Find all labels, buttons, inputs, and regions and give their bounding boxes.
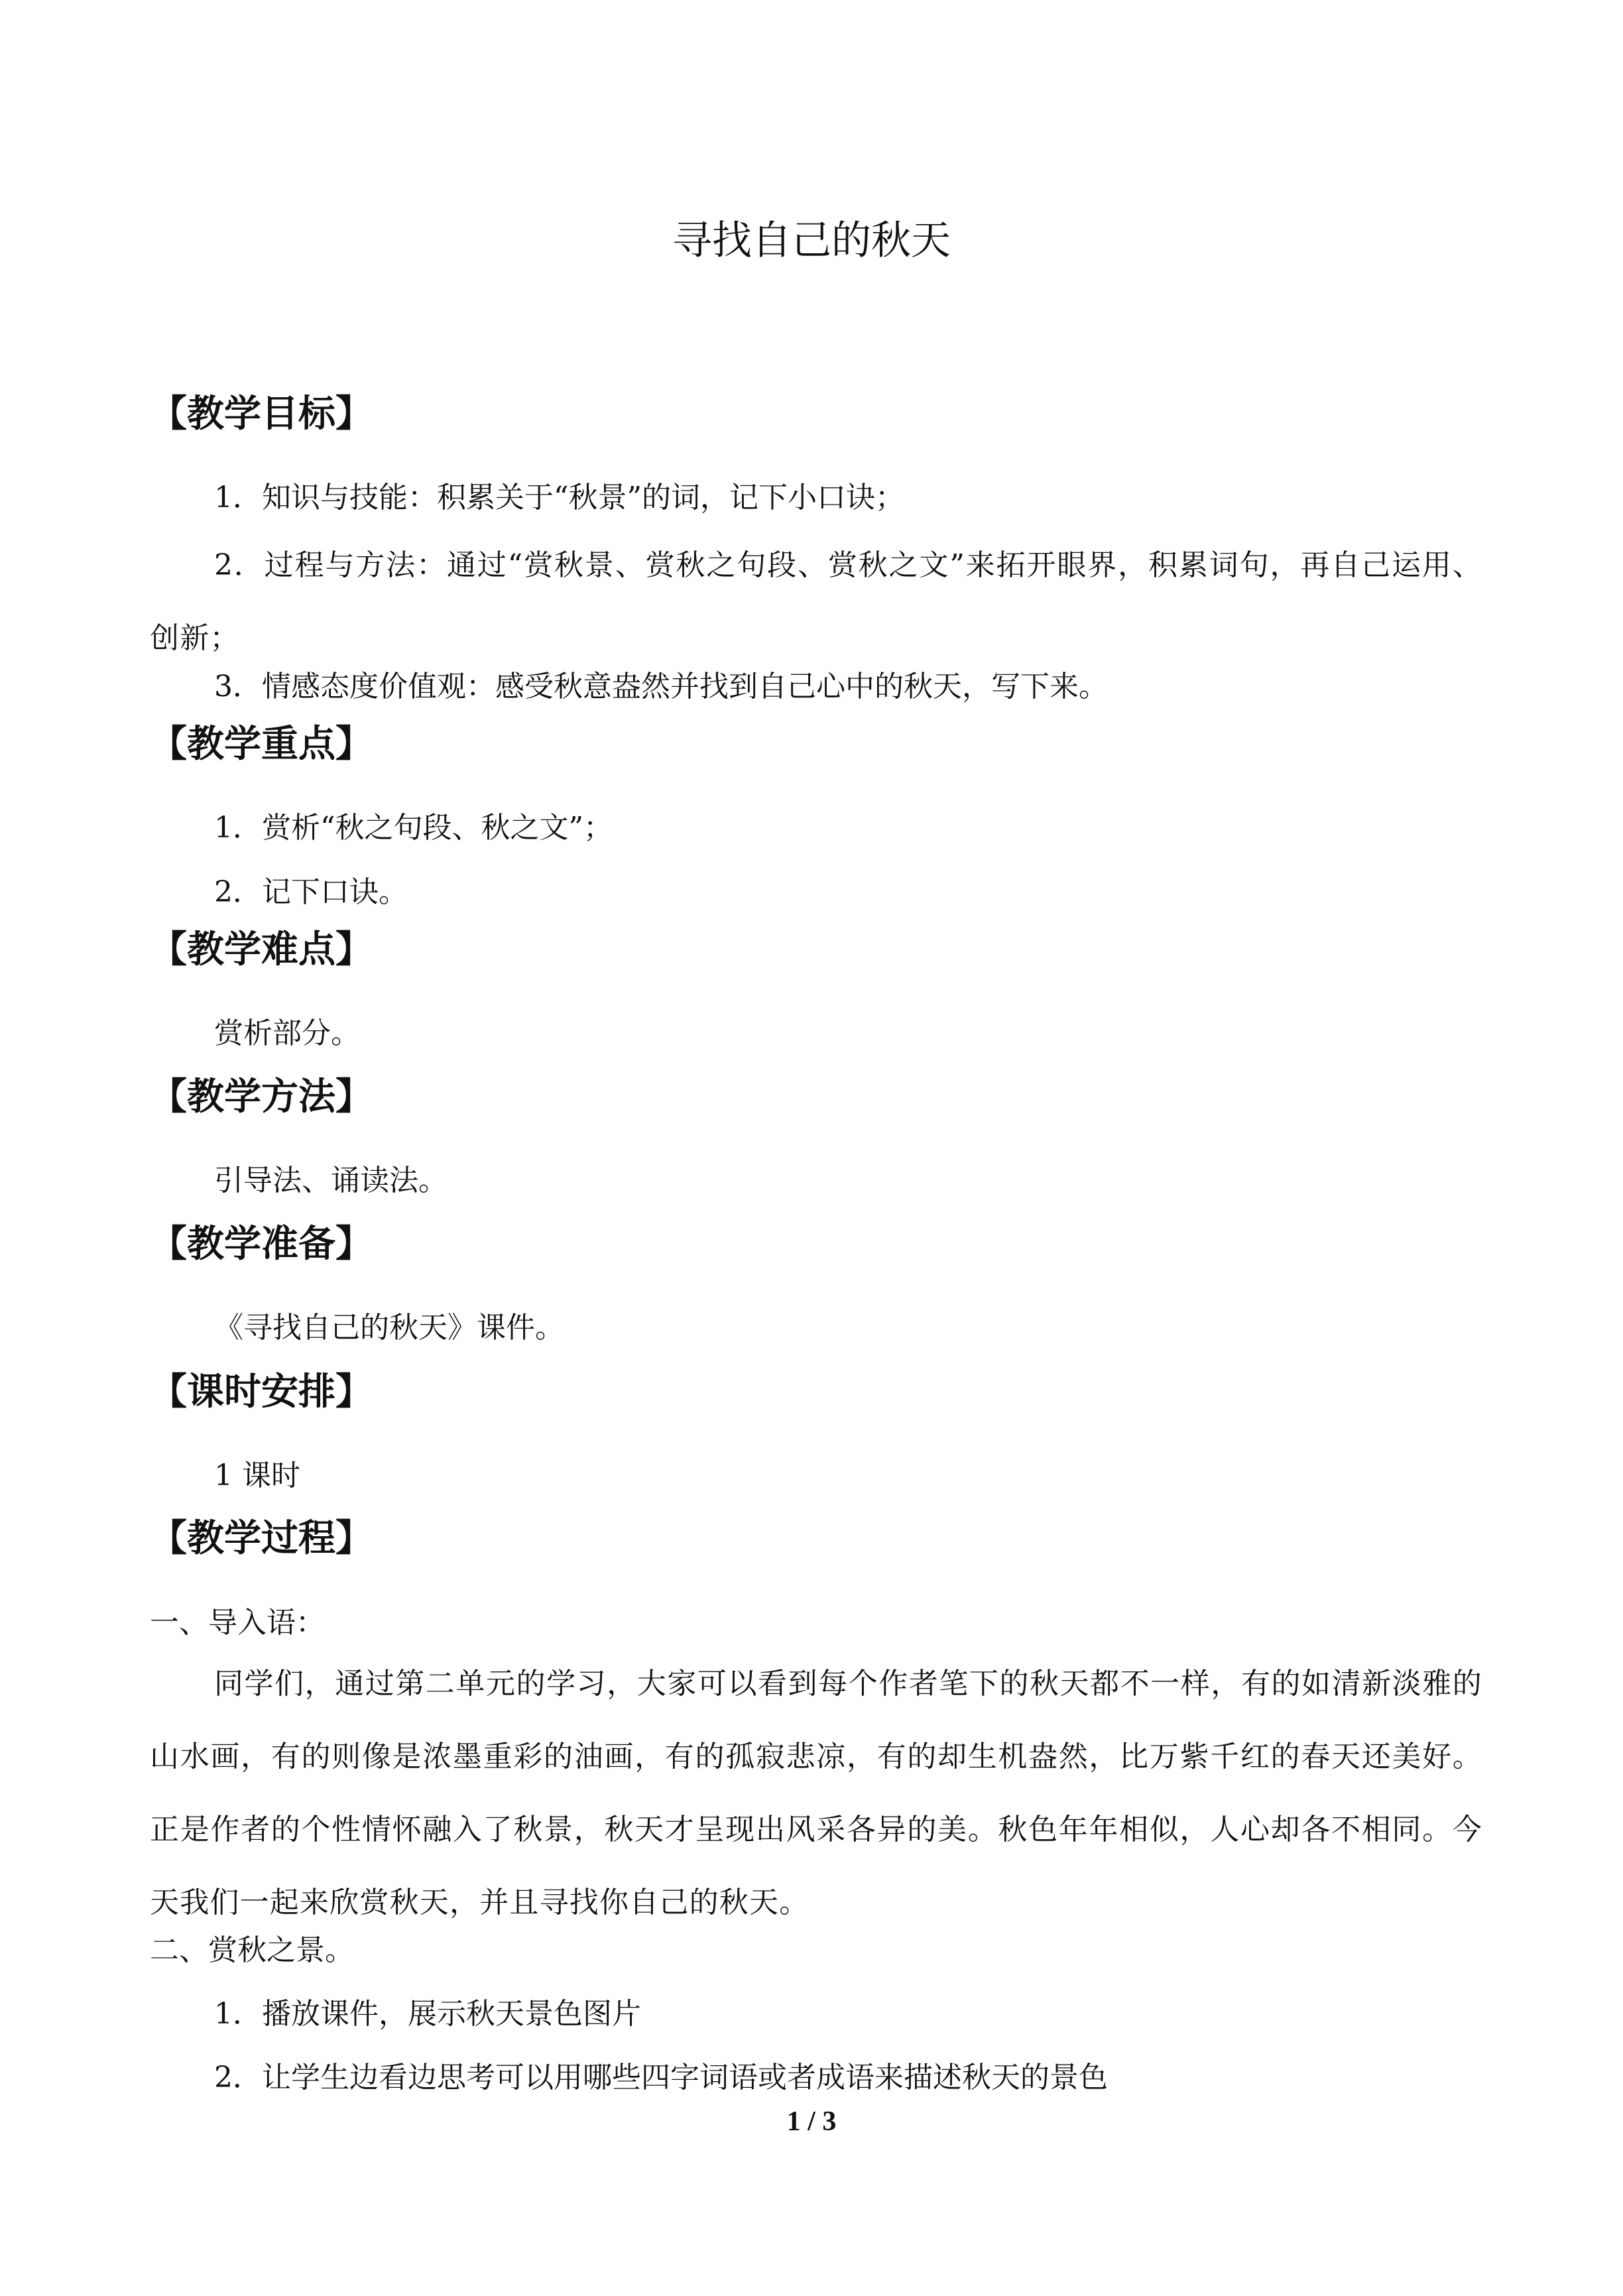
document-title: 寻找自己的秋天 <box>672 217 951 264</box>
heading-objectives: 【教学目标】 <box>150 393 373 436</box>
preparation-text: 《寻找自己的秋天》课件。 <box>214 1311 564 1345</box>
heading-methods: 【教学方法】 <box>150 1075 373 1118</box>
objective-item-3: 3．情感态度价值观：感受秋意盎然并找到自己心中的秋天，写下来。 <box>214 670 1108 703</box>
heading-difficulties: 【教学难点】 <box>150 928 373 971</box>
page-indicator: 1 / 3 <box>786 2106 837 2137</box>
heading-process: 【教学过程】 <box>150 1517 373 1560</box>
process-part2-title: 二、赏秋之景。 <box>150 1933 354 1967</box>
heading-preparation: 【教学准备】 <box>150 1223 373 1266</box>
process-part2-item-2: 2．让学生边看边思考可以用哪些四字词语或者成语来描述秋天的景色 <box>214 2061 1108 2094</box>
process-part1-title: 一、导入语： <box>150 1606 325 1640</box>
heading-key-points: 【教学重点】 <box>150 723 373 766</box>
objective-item-1: 1．知识与技能：积累关于“秋景”的词，记下小口诀； <box>214 481 904 514</box>
schedule-text: 1 课时 <box>214 1459 300 1492</box>
key-point-item-1: 1．赏析“秋之句段、秋之文”； <box>214 811 613 845</box>
process-part2-item-1: 1．播放课件，展示秋天景色图片 <box>214 1997 641 2031</box>
process-part1-text: 同学们，通过第二单元的学习，大家可以看到每个作者笔下的秋天都不一样，有的如清新淡雅的山水画，有的则像是浓墨重彩的油画，有的孤寂悲凉，有的却生机盎然，比万紫千红的春天还美好。正是作者的个性情怀融入了秋景，秋天才呈现出风采各异的美。秋色年年相似，人心却各不相同。今天我们一起来欣赏秋天，并且寻找你自己的秋天。 <box>150 1667 1482 1919</box>
objective-item-2: 2．过程与方法：通过“赏秋景、赏秋之句段、赏秋之文”来拓开眼界，积累词句，再自己运用、创新； <box>150 548 1482 655</box>
methods-text: 引导法、诵读法。 <box>214 1164 448 1197</box>
difficulties-text: 赏析部分。 <box>214 1016 360 1050</box>
heading-schedule: 【课时安排】 <box>150 1370 373 1414</box>
key-point-item-2: 2．记下口诀。 <box>214 875 408 909</box>
